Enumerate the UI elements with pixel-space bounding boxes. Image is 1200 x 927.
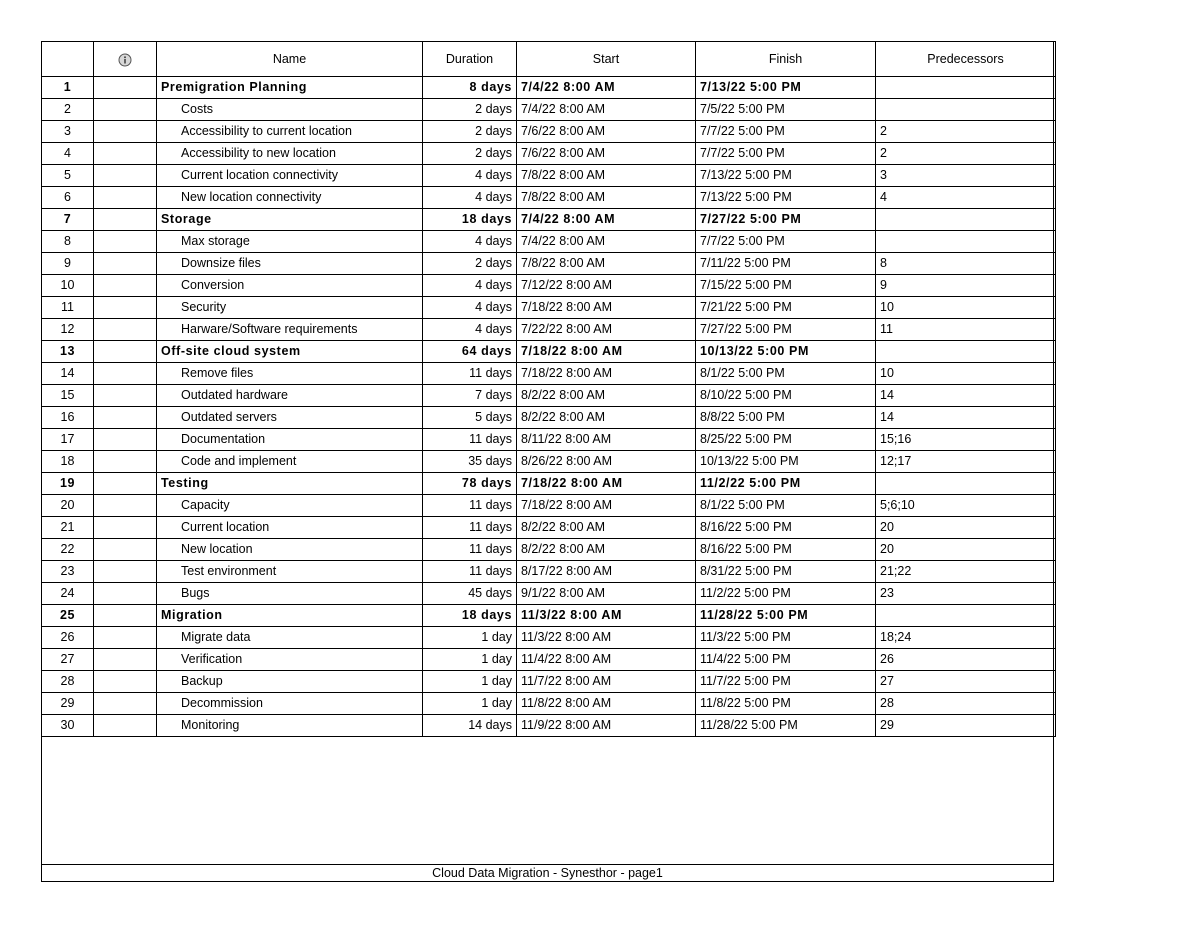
task-finish[interactable]: 8/25/22 5:00 PM bbox=[696, 429, 876, 451]
task-start[interactable]: 11/9/22 8:00 AM bbox=[517, 715, 696, 737]
task-indicator[interactable] bbox=[94, 605, 157, 627]
task-id[interactable]: 8 bbox=[42, 231, 94, 253]
task-finish[interactable]: 7/7/22 5:00 PM bbox=[696, 231, 876, 253]
task-predecessors[interactable]: 20 bbox=[876, 517, 1056, 539]
task-finish[interactable]: 7/7/22 5:00 PM bbox=[696, 121, 876, 143]
task-indicator[interactable] bbox=[94, 253, 157, 275]
task-id[interactable]: 5 bbox=[42, 165, 94, 187]
task-predecessors[interactable]: 27 bbox=[876, 671, 1056, 693]
task-name[interactable]: Test environment bbox=[157, 561, 423, 583]
task-predecessors[interactable]: 10 bbox=[876, 297, 1056, 319]
task-start[interactable]: 8/11/22 8:00 AM bbox=[517, 429, 696, 451]
task-finish[interactable]: 7/13/22 5:00 PM bbox=[696, 165, 876, 187]
task-id[interactable]: 18 bbox=[42, 451, 94, 473]
task-id[interactable]: 1 bbox=[42, 77, 94, 99]
task-indicator[interactable] bbox=[94, 297, 157, 319]
task-indicator[interactable] bbox=[94, 165, 157, 187]
task-row[interactable] bbox=[42, 473, 1056, 495]
task-name[interactable]: Downsize files bbox=[157, 253, 423, 275]
task-duration[interactable]: 1 day bbox=[423, 671, 517, 693]
task-name[interactable]: Harware/Software requirements bbox=[157, 319, 423, 341]
task-predecessors[interactable]: 18;24 bbox=[876, 627, 1056, 649]
task-indicator[interactable] bbox=[94, 539, 157, 561]
task-name[interactable]: Decommission bbox=[157, 693, 423, 715]
task-name[interactable]: Current location connectivity bbox=[157, 165, 423, 187]
header-row bbox=[42, 42, 1056, 77]
task-indicator[interactable] bbox=[94, 385, 157, 407]
task-start[interactable]: 7/8/22 8:00 AM bbox=[517, 187, 696, 209]
task-indicator[interactable] bbox=[94, 517, 157, 539]
task-row[interactable] bbox=[42, 77, 1056, 99]
task-predecessors[interactable]: 15;16 bbox=[876, 429, 1056, 451]
task-id[interactable]: 9 bbox=[42, 253, 94, 275]
task-name[interactable]: Conversion bbox=[157, 275, 423, 297]
task-start[interactable]: 7/18/22 8:00 AM bbox=[517, 297, 696, 319]
task-id[interactable]: 13 bbox=[42, 341, 94, 363]
task-indicator[interactable] bbox=[94, 143, 157, 165]
task-start[interactable]: 11/4/22 8:00 AM bbox=[517, 649, 696, 671]
header-predecessors[interactable]: Predecessors bbox=[876, 42, 1056, 77]
task-predecessors[interactable] bbox=[876, 77, 1056, 99]
task-predecessors[interactable]: 28 bbox=[876, 693, 1056, 715]
header-name[interactable]: Name bbox=[157, 42, 423, 77]
task-finish[interactable]: 8/1/22 5:00 PM bbox=[696, 495, 876, 517]
task-start[interactable]: 8/2/22 8:00 AM bbox=[517, 385, 696, 407]
task-name[interactable]: Verification bbox=[157, 649, 423, 671]
header-id[interactable] bbox=[42, 42, 94, 77]
task-finish[interactable]: 7/27/22 5:00 PM bbox=[696, 319, 876, 341]
task-row[interactable] bbox=[42, 495, 1056, 517]
task-row[interactable] bbox=[42, 297, 1056, 319]
task-id[interactable]: 2 bbox=[42, 99, 94, 121]
task-predecessors[interactable]: 9 bbox=[876, 275, 1056, 297]
task-id[interactable]: 10 bbox=[42, 275, 94, 297]
task-row[interactable] bbox=[42, 231, 1056, 253]
task-row[interactable] bbox=[42, 209, 1056, 231]
task-id[interactable]: 28 bbox=[42, 671, 94, 693]
task-start[interactable]: 7/6/22 8:00 AM bbox=[517, 121, 696, 143]
task-predecessors[interactable]: 20 bbox=[876, 539, 1056, 561]
task-predecessors[interactable] bbox=[876, 473, 1056, 495]
task-finish[interactable]: 7/21/22 5:00 PM bbox=[696, 297, 876, 319]
task-finish[interactable]: 7/13/22 5:00 PM bbox=[696, 77, 876, 99]
task-id[interactable]: 29 bbox=[42, 693, 94, 715]
info-circle-icon bbox=[118, 53, 132, 67]
task-row[interactable] bbox=[42, 649, 1056, 671]
task-table bbox=[41, 41, 1056, 737]
task-id[interactable]: 26 bbox=[42, 627, 94, 649]
page-footer: Cloud Data Migration - Synesthor - page1 bbox=[41, 864, 1054, 882]
task-predecessors[interactable]: 12;17 bbox=[876, 451, 1056, 473]
task-indicator[interactable] bbox=[94, 231, 157, 253]
task-row[interactable] bbox=[42, 539, 1056, 561]
task-id[interactable]: 20 bbox=[42, 495, 94, 517]
task-id[interactable]: 30 bbox=[42, 715, 94, 737]
task-row[interactable] bbox=[42, 693, 1056, 715]
task-duration[interactable]: 4 days bbox=[423, 165, 517, 187]
task-finish[interactable]: 11/3/22 5:00 PM bbox=[696, 627, 876, 649]
task-predecessors[interactable]: 2 bbox=[876, 143, 1056, 165]
task-duration[interactable]: 11 days bbox=[423, 539, 517, 561]
task-finish[interactable]: 7/15/22 5:00 PM bbox=[696, 275, 876, 297]
header-finish[interactable]: Finish bbox=[696, 42, 876, 77]
task-duration[interactable]: 1 day bbox=[423, 627, 517, 649]
task-start[interactable]: 8/17/22 8:00 AM bbox=[517, 561, 696, 583]
task-row[interactable] bbox=[42, 121, 1056, 143]
task-id[interactable]: 3 bbox=[42, 121, 94, 143]
task-indicator[interactable] bbox=[94, 627, 157, 649]
task-finish[interactable]: 7/7/22 5:00 PM bbox=[696, 143, 876, 165]
task-name[interactable]: Off-site cloud system bbox=[157, 341, 423, 363]
task-predecessors[interactable]: 14 bbox=[876, 385, 1056, 407]
header-duration[interactable]: Duration bbox=[423, 42, 517, 77]
task-finish[interactable]: 11/4/22 5:00 PM bbox=[696, 649, 876, 671]
task-indicator[interactable] bbox=[94, 187, 157, 209]
task-start[interactable]: 7/8/22 8:00 AM bbox=[517, 165, 696, 187]
task-row[interactable] bbox=[42, 407, 1056, 429]
task-name[interactable]: Testing bbox=[157, 473, 423, 495]
task-duration[interactable]: 2 days bbox=[423, 253, 517, 275]
task-duration[interactable]: 4 days bbox=[423, 319, 517, 341]
task-indicator[interactable] bbox=[94, 77, 157, 99]
task-id[interactable]: 7 bbox=[42, 209, 94, 231]
task-finish[interactable]: 11/7/22 5:00 PM bbox=[696, 671, 876, 693]
task-indicator[interactable] bbox=[94, 693, 157, 715]
task-duration[interactable]: 11 days bbox=[423, 561, 517, 583]
task-id[interactable]: 16 bbox=[42, 407, 94, 429]
task-duration[interactable]: 78 days bbox=[423, 473, 517, 495]
task-finish[interactable]: 11/28/22 5:00 PM bbox=[696, 715, 876, 737]
task-id[interactable]: 24 bbox=[42, 583, 94, 605]
task-indicator[interactable] bbox=[94, 319, 157, 341]
task-predecessors[interactable] bbox=[876, 231, 1056, 253]
task-row[interactable] bbox=[42, 671, 1056, 693]
task-name[interactable]: Capacity bbox=[157, 495, 423, 517]
task-name[interactable]: Monitoring bbox=[157, 715, 423, 737]
task-predecessors[interactable]: 23 bbox=[876, 583, 1056, 605]
task-name[interactable]: Max storage bbox=[157, 231, 423, 253]
task-id[interactable]: 22 bbox=[42, 539, 94, 561]
task-indicator[interactable] bbox=[94, 99, 157, 121]
task-finish[interactable]: 11/28/22 5:00 PM bbox=[696, 605, 876, 627]
task-start[interactable]: 7/4/22 8:00 AM bbox=[517, 99, 696, 121]
task-start[interactable]: 7/8/22 8:00 AM bbox=[517, 253, 696, 275]
task-row[interactable] bbox=[42, 165, 1056, 187]
task-predecessors[interactable]: 2 bbox=[876, 121, 1056, 143]
task-row[interactable] bbox=[42, 253, 1056, 275]
task-name[interactable]: Bugs bbox=[157, 583, 423, 605]
task-id[interactable]: 6 bbox=[42, 187, 94, 209]
task-finish[interactable]: 7/5/22 5:00 PM bbox=[696, 99, 876, 121]
task-row[interactable] bbox=[42, 99, 1056, 121]
task-id[interactable]: 21 bbox=[42, 517, 94, 539]
task-start[interactable]: 7/12/22 8:00 AM bbox=[517, 275, 696, 297]
task-finish[interactable]: 7/27/22 5:00 PM bbox=[696, 209, 876, 231]
task-name[interactable]: Documentation bbox=[157, 429, 423, 451]
task-duration[interactable]: 11 days bbox=[423, 517, 517, 539]
task-finish[interactable]: 11/8/22 5:00 PM bbox=[696, 693, 876, 715]
task-indicator[interactable] bbox=[94, 671, 157, 693]
task-predecessors[interactable]: 26 bbox=[876, 649, 1056, 671]
task-row[interactable] bbox=[42, 451, 1056, 473]
task-id[interactable]: 25 bbox=[42, 605, 94, 627]
task-start[interactable]: 7/6/22 8:00 AM bbox=[517, 143, 696, 165]
task-finish[interactable]: 11/2/22 5:00 PM bbox=[696, 473, 876, 495]
task-predecessors[interactable] bbox=[876, 605, 1056, 627]
task-start[interactable]: 8/2/22 8:00 AM bbox=[517, 407, 696, 429]
task-duration[interactable]: 11 days bbox=[423, 429, 517, 451]
task-finish[interactable]: 7/13/22 5:00 PM bbox=[696, 187, 876, 209]
task-start[interactable]: 7/18/22 8:00 AM bbox=[517, 495, 696, 517]
task-start[interactable]: 8/26/22 8:00 AM bbox=[517, 451, 696, 473]
task-duration[interactable]: 5 days bbox=[423, 407, 517, 429]
task-duration[interactable]: 11 days bbox=[423, 495, 517, 517]
task-finish[interactable]: 8/1/22 5:00 PM bbox=[696, 363, 876, 385]
task-name[interactable]: Accessibility to current location bbox=[157, 121, 423, 143]
task-indicator[interactable] bbox=[94, 363, 157, 385]
task-start[interactable]: 7/18/22 8:00 AM bbox=[517, 473, 696, 495]
task-start[interactable]: 11/3/22 8:00 AM bbox=[517, 627, 696, 649]
task-name[interactable]: Migration bbox=[157, 605, 423, 627]
task-predecessors[interactable] bbox=[876, 341, 1056, 363]
task-predecessors[interactable]: 11 bbox=[876, 319, 1056, 341]
task-predecessors[interactable]: 3 bbox=[876, 165, 1056, 187]
task-duration[interactable]: 1 day bbox=[423, 649, 517, 671]
task-name[interactable]: Security bbox=[157, 297, 423, 319]
task-duration[interactable]: 18 days bbox=[423, 209, 517, 231]
task-duration[interactable]: 2 days bbox=[423, 99, 517, 121]
task-start[interactable]: 9/1/22 8:00 AM bbox=[517, 583, 696, 605]
task-predecessors[interactable]: 21;22 bbox=[876, 561, 1056, 583]
task-finish[interactable]: 8/10/22 5:00 PM bbox=[696, 385, 876, 407]
task-name[interactable]: Outdated servers bbox=[157, 407, 423, 429]
task-id[interactable]: 14 bbox=[42, 363, 94, 385]
task-indicator[interactable] bbox=[94, 583, 157, 605]
task-row[interactable] bbox=[42, 385, 1056, 407]
task-row[interactable] bbox=[42, 187, 1056, 209]
task-row[interactable] bbox=[42, 319, 1056, 341]
task-name[interactable]: Accessibility to new location bbox=[157, 143, 423, 165]
task-row[interactable] bbox=[42, 341, 1056, 363]
task-indicator[interactable] bbox=[94, 495, 157, 517]
task-predecessors[interactable] bbox=[876, 99, 1056, 121]
task-finish[interactable]: 10/13/22 5:00 PM bbox=[696, 451, 876, 473]
task-name[interactable]: Outdated hardware bbox=[157, 385, 423, 407]
task-finish[interactable]: 8/31/22 5:00 PM bbox=[696, 561, 876, 583]
task-name[interactable]: New location connectivity bbox=[157, 187, 423, 209]
task-id[interactable]: 12 bbox=[42, 319, 94, 341]
task-indicator[interactable] bbox=[94, 341, 157, 363]
task-row[interactable] bbox=[42, 583, 1056, 605]
task-predecessors[interactable] bbox=[876, 209, 1056, 231]
task-id[interactable]: 19 bbox=[42, 473, 94, 495]
task-row[interactable] bbox=[42, 143, 1056, 165]
task-duration[interactable]: 4 days bbox=[423, 231, 517, 253]
task-duration[interactable]: 2 days bbox=[423, 143, 517, 165]
task-name[interactable]: Code and implement bbox=[157, 451, 423, 473]
task-duration[interactable]: 4 days bbox=[423, 275, 517, 297]
task-duration[interactable]: 7 days bbox=[423, 385, 517, 407]
task-duration[interactable]: 1 day bbox=[423, 693, 517, 715]
task-start[interactable]: 11/7/22 8:00 AM bbox=[517, 671, 696, 693]
task-start[interactable]: 7/4/22 8:00 AM bbox=[517, 209, 696, 231]
task-start[interactable]: 7/4/22 8:00 AM bbox=[517, 231, 696, 253]
task-row[interactable] bbox=[42, 363, 1056, 385]
task-start[interactable]: 7/18/22 8:00 AM bbox=[517, 363, 696, 385]
task-start[interactable]: 11/8/22 8:00 AM bbox=[517, 693, 696, 715]
task-row[interactable] bbox=[42, 627, 1056, 649]
task-duration[interactable]: 4 days bbox=[423, 187, 517, 209]
task-start[interactable]: 7/4/22 8:00 AM bbox=[517, 77, 696, 99]
task-indicator[interactable] bbox=[94, 649, 157, 671]
task-indicator[interactable] bbox=[94, 275, 157, 297]
task-row[interactable] bbox=[42, 429, 1056, 451]
task-name[interactable]: Costs bbox=[157, 99, 423, 121]
task-indicator[interactable] bbox=[94, 473, 157, 495]
task-indicator[interactable] bbox=[94, 209, 157, 231]
task-id[interactable]: 27 bbox=[42, 649, 94, 671]
task-name[interactable]: Current location bbox=[157, 517, 423, 539]
task-duration[interactable]: 11 days bbox=[423, 363, 517, 385]
task-finish[interactable]: 8/16/22 5:00 PM bbox=[696, 539, 876, 561]
task-predecessors[interactable]: 14 bbox=[876, 407, 1056, 429]
task-start[interactable]: 7/22/22 8:00 AM bbox=[517, 319, 696, 341]
task-duration[interactable]: 45 days bbox=[423, 583, 517, 605]
task-id[interactable]: 23 bbox=[42, 561, 94, 583]
task-indicator[interactable] bbox=[94, 561, 157, 583]
task-start[interactable]: 8/2/22 8:00 AM bbox=[517, 539, 696, 561]
task-duration[interactable]: 14 days bbox=[423, 715, 517, 737]
task-id[interactable]: 17 bbox=[42, 429, 94, 451]
task-row[interactable] bbox=[42, 561, 1056, 583]
task-duration[interactable]: 35 days bbox=[423, 451, 517, 473]
task-finish[interactable]: 8/16/22 5:00 PM bbox=[696, 517, 876, 539]
task-indicator[interactable] bbox=[94, 715, 157, 737]
task-indicator[interactable] bbox=[94, 429, 157, 451]
task-predecessors[interactable]: 5;6;10 bbox=[876, 495, 1056, 517]
task-start[interactable]: 7/18/22 8:00 AM bbox=[517, 341, 696, 363]
header-info[interactable] bbox=[94, 42, 157, 77]
task-id[interactable]: 11 bbox=[42, 297, 94, 319]
task-duration[interactable]: 64 days bbox=[423, 341, 517, 363]
task-name[interactable]: New location bbox=[157, 539, 423, 561]
task-start[interactable]: 11/3/22 8:00 AM bbox=[517, 605, 696, 627]
task-duration[interactable]: 8 days bbox=[423, 77, 517, 99]
task-name[interactable]: Migrate data bbox=[157, 627, 423, 649]
task-duration[interactable]: 2 days bbox=[423, 121, 517, 143]
task-duration[interactable]: 4 days bbox=[423, 297, 517, 319]
task-name[interactable]: Remove files bbox=[157, 363, 423, 385]
header-start[interactable]: Start bbox=[517, 42, 696, 77]
task-name[interactable]: Storage bbox=[157, 209, 423, 231]
task-id[interactable]: 15 bbox=[42, 385, 94, 407]
task-finish[interactable]: 7/11/22 5:00 PM bbox=[696, 253, 876, 275]
task-finish[interactable]: 10/13/22 5:00 PM bbox=[696, 341, 876, 363]
task-predecessors[interactable]: 29 bbox=[876, 715, 1056, 737]
task-duration[interactable]: 18 days bbox=[423, 605, 517, 627]
task-indicator[interactable] bbox=[94, 121, 157, 143]
task-predecessors[interactable]: 4 bbox=[876, 187, 1056, 209]
task-finish[interactable]: 8/8/22 5:00 PM bbox=[696, 407, 876, 429]
task-indicator[interactable] bbox=[94, 407, 157, 429]
task-predecessors[interactable]: 8 bbox=[876, 253, 1056, 275]
task-predecessors[interactable]: 10 bbox=[876, 363, 1056, 385]
task-start[interactable]: 8/2/22 8:00 AM bbox=[517, 517, 696, 539]
task-row[interactable] bbox=[42, 517, 1056, 539]
task-indicator[interactable] bbox=[94, 451, 157, 473]
task-id[interactable]: 4 bbox=[42, 143, 94, 165]
task-name[interactable]: Premigration Planning bbox=[157, 77, 423, 99]
task-row[interactable] bbox=[42, 275, 1056, 297]
task-row[interactable] bbox=[42, 715, 1056, 737]
task-finish[interactable]: 11/2/22 5:00 PM bbox=[696, 583, 876, 605]
task-name[interactable]: Backup bbox=[157, 671, 423, 693]
task-row[interactable] bbox=[42, 605, 1056, 627]
